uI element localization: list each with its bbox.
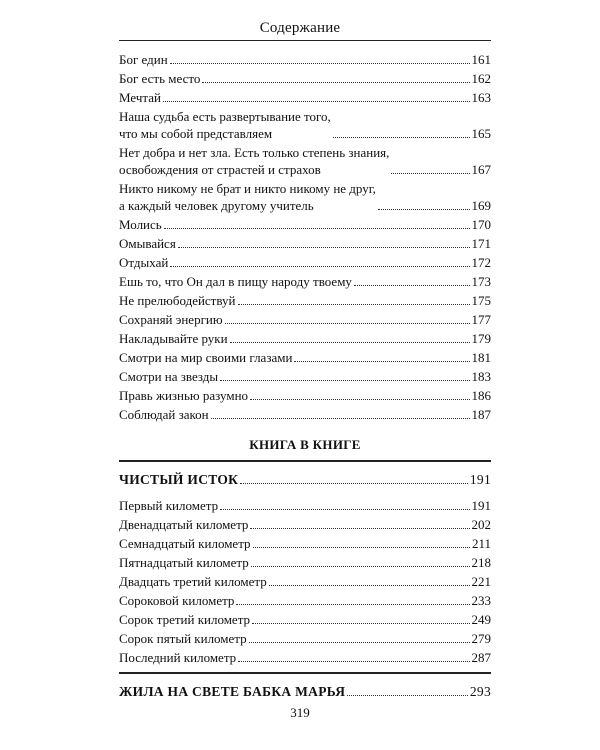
toc-entry-page: 181 <box>471 350 491 365</box>
toc-entry[interactable] <box>119 49 491 68</box>
toc-entry-title: Первый километр <box>119 498 219 513</box>
toc-entry[interactable] <box>119 533 491 552</box>
toc-entry[interactable] <box>119 252 491 271</box>
leader-dots <box>230 342 470 343</box>
toc-entry[interactable] <box>119 309 491 328</box>
leader-dots <box>252 623 469 624</box>
leader-dots <box>178 247 470 248</box>
toc-part-title: ЧИСТЫЙ ИСТОК <box>119 472 239 487</box>
toc-entry[interactable] <box>119 328 491 347</box>
leader-dots <box>240 483 468 484</box>
toc-entry-title: Правь жизнью разумно <box>119 388 249 403</box>
toc-entry-title: Семнадцатый километр <box>119 536 251 551</box>
leader-dots <box>250 528 469 529</box>
leader-dots <box>347 695 468 696</box>
toc-entry-title: Отдыхай <box>119 255 169 270</box>
toc-entry-page: 177 <box>471 312 491 327</box>
toc-entry[interactable] <box>119 628 491 647</box>
leader-dots <box>250 399 469 400</box>
toc-entry-title <box>119 144 389 178</box>
leader-dots <box>225 323 470 324</box>
toc-entry[interactable] <box>119 552 491 571</box>
toc-entry-page: 249 <box>471 612 491 627</box>
toc-entry[interactable] <box>119 495 491 514</box>
toc-entry-page: 169 <box>471 198 491 213</box>
leader-dots <box>170 63 470 64</box>
toc-entry[interactable] <box>119 87 491 106</box>
toc-entry-page: 221 <box>471 574 491 589</box>
toc-entry-title: Смотри на мир своими глазами <box>119 350 293 365</box>
toc-entry-title: Не прелюбодействуй <box>119 293 236 308</box>
toc-entry-title: Бог есть место <box>119 71 201 86</box>
toc-entry-page: 162 <box>471 71 491 86</box>
leader-dots <box>164 228 470 229</box>
toc-entry-page: 165 <box>471 126 491 141</box>
toc-entry-title-line1: Никто никому не брат и никто никому не друг, <box>119 181 376 196</box>
page-header-title: Содержание <box>259 20 341 36</box>
header-rule <box>119 40 491 41</box>
leader-dots <box>220 380 469 381</box>
leader-dots <box>238 304 470 305</box>
toc-entry-page: 218 <box>471 555 491 570</box>
toc-entry[interactable] <box>119 514 491 533</box>
toc-part-entry[interactable] <box>119 681 491 700</box>
leader-dots <box>253 547 470 548</box>
toc-entry[interactable] <box>119 233 491 252</box>
toc-entry-title: Накладывайте руки <box>119 331 228 346</box>
toc-entry[interactable] <box>119 178 491 214</box>
toc-entry-title: Сороковой километр <box>119 593 235 608</box>
toc-entry-page: 202 <box>471 517 491 532</box>
toc-entry-page: 167 <box>471 162 491 177</box>
toc-entry-title: Сорок пятый километр <box>119 631 247 646</box>
leader-dots <box>220 509 469 510</box>
toc-entry-title: Мечтай <box>119 90 161 105</box>
leader-dots <box>163 101 470 102</box>
toc-entry-page: 171 <box>471 236 491 251</box>
toc-entry-page: 175 <box>471 293 491 308</box>
toc-entry[interactable] <box>119 571 491 590</box>
toc-entry-title: Соблюдай закон <box>119 407 209 422</box>
toc-entry-page: 211 <box>471 536 491 551</box>
toc-entry[interactable] <box>119 590 491 609</box>
toc-entry-page: 233 <box>471 593 491 608</box>
toc-entry-title-line1: Наша судьба есть развертывание того, <box>119 109 331 124</box>
leader-dots <box>333 137 470 138</box>
toc-entry-title: Двенадцатый километр <box>119 517 249 532</box>
toc-entry-title: Сохраняй энергию <box>119 312 223 327</box>
table-of-contents <box>119 49 491 700</box>
leader-dots <box>269 585 470 586</box>
toc-entry-title: Двадцать третий километр <box>119 574 267 589</box>
toc-entry[interactable] <box>119 290 491 309</box>
toc-part-page: 293 <box>469 684 491 699</box>
toc-part-entry[interactable] <box>119 469 491 488</box>
toc-entry-title-line1: Нет добра и нет зла. Есть только степень знания, <box>119 145 390 160</box>
toc-entry[interactable] <box>119 142 491 178</box>
toc-entry-page: 170 <box>471 217 491 232</box>
toc-entry-title-line2: а каждый человек другому учитель <box>119 198 314 213</box>
toc-entry-title: Молись <box>119 217 162 232</box>
leader-dots <box>354 285 470 286</box>
toc-entry[interactable] <box>119 647 491 666</box>
leader-dots <box>251 566 470 567</box>
toc-part-title: ЖИЛА НА СВЕТЕ БАБКА МАРЬЯ <box>119 684 346 699</box>
leader-dots <box>249 642 470 643</box>
toc-entry[interactable] <box>119 106 491 142</box>
toc-entry-page: 187 <box>471 407 491 422</box>
toc-entry[interactable] <box>119 609 491 628</box>
part-divider-rule <box>119 672 491 674</box>
toc-entry-title: Омывайся <box>119 236 176 251</box>
toc-entry-page: 279 <box>471 631 491 646</box>
toc-entry-title: Пятнадцатый километр <box>119 555 249 570</box>
section-rule <box>119 460 491 462</box>
leader-dots <box>238 661 469 662</box>
toc-entry-page: 163 <box>471 90 491 105</box>
leader-dots <box>211 418 470 419</box>
leader-dots <box>170 266 469 267</box>
leader-dots <box>378 209 470 210</box>
toc-entry-title <box>119 180 376 214</box>
toc-entry[interactable] <box>119 404 491 423</box>
leader-dots <box>236 604 469 605</box>
toc-entry[interactable] <box>119 68 491 87</box>
toc-entry-page: 191 <box>471 498 491 513</box>
toc-entry[interactable] <box>119 366 491 385</box>
toc-entry-title-line2: что мы собой представляем <box>119 126 273 141</box>
toc-entry[interactable] <box>119 385 491 404</box>
toc-entry-title-line2: освобождения от страстей и страхов <box>119 162 321 177</box>
toc-entry-title: Ешь то, что Он дал в пищу народу твоему <box>119 274 352 289</box>
leader-dots <box>391 173 469 174</box>
toc-entry[interactable] <box>119 214 491 233</box>
page-number: 319 <box>290 705 310 720</box>
toc-entry-page: 287 <box>471 650 491 665</box>
toc-entry-page: 186 <box>471 388 491 403</box>
toc-entry-page: 161 <box>471 52 491 67</box>
toc-entry[interactable] <box>119 271 491 290</box>
leader-dots <box>294 361 469 362</box>
toc-entry[interactable] <box>119 347 491 366</box>
toc-entry-title: Сорок третий километр <box>119 612 251 627</box>
toc-entry-title <box>119 108 331 142</box>
toc-entry-page: 179 <box>471 331 491 346</box>
toc-entry-title: Последний километр <box>119 650 237 665</box>
toc-entry-title: Смотри на звезды <box>119 369 219 384</box>
toc-entry-page: 183 <box>471 369 491 384</box>
leader-dots <box>202 82 469 83</box>
toc-entry-page: 172 <box>471 255 491 270</box>
toc-entry-page: 173 <box>471 274 491 289</box>
toc-entry-title: Бог един <box>119 52 168 67</box>
toc-part-page: 191 <box>469 472 491 487</box>
section-heading: КНИГА В КНИГЕ <box>249 437 361 452</box>
